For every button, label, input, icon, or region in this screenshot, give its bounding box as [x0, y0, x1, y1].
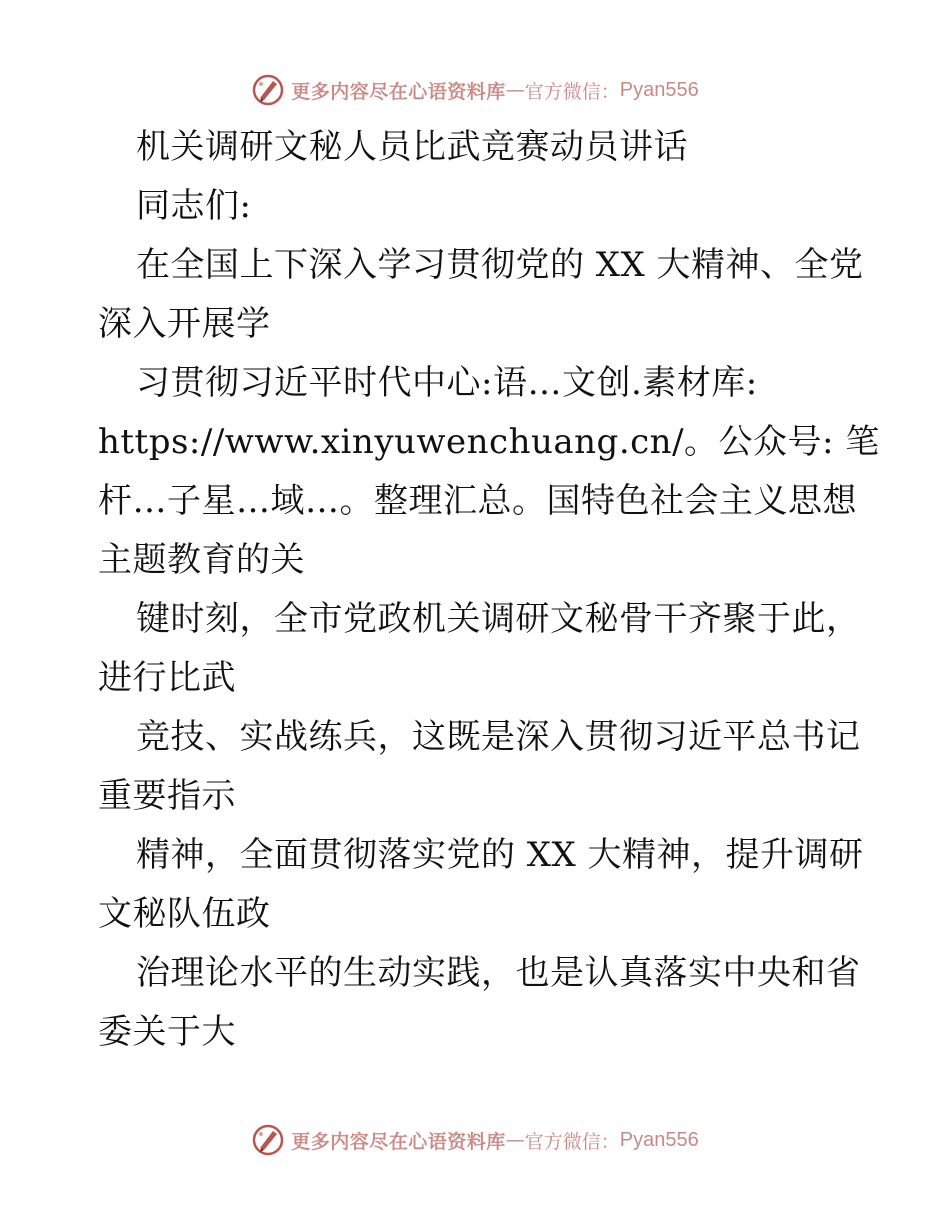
banner-dash: — — [505, 79, 525, 101]
text-line: 杆…子星…域…。整理汇总。国特色社会主义思想 — [98, 481, 857, 521]
banner-brand-text: 更多内容尽在心语资料库 — [291, 1130, 506, 1153]
text-line: 主题教育的关 — [98, 540, 305, 580]
text-line: 委关于大 — [98, 1012, 236, 1052]
header-banner — [0, 68, 950, 112]
text-line: https://www.xinyuwenchuang.cn/。公众号: 笔 — [98, 422, 880, 462]
text-line: 深入开展学 — [98, 304, 271, 344]
document-title: 机关调研文秘人员比武竞赛动员讲话 — [136, 127, 688, 167]
banner-dash: — — [505, 1129, 525, 1151]
text-line: 竞技、实战练兵，这既是深入贯彻习近平总书记 — [136, 717, 861, 757]
banner-wechat-label: 官方微信： — [524, 1130, 620, 1153]
text-line: 习贯彻习近平时代中心:语…文创.素材库: — [136, 363, 758, 403]
banner-wechat-label: 官方微信： — [524, 80, 620, 103]
document-body — [98, 118, 880, 1062]
quill-logo-icon — [251, 73, 285, 107]
text-line: 文秘队伍政 — [98, 894, 271, 934]
text-line: 键时刻，全市党政机关调研文秘骨干齐聚于此， — [136, 599, 861, 639]
quill-logo-icon — [251, 1123, 285, 1157]
banner-wechat-id: Pyan556 — [619, 78, 699, 101]
banner-wechat-id: Pyan556 — [619, 1128, 699, 1151]
text-line: 精神，全面贯彻落实党的 XX 大精神，提升调研 — [136, 835, 864, 875]
text-line: 重要指示 — [98, 776, 236, 816]
text-line: 治理论水平的生动实践，也是认真落实中央和省 — [136, 953, 861, 993]
footer-banner — [0, 1118, 950, 1162]
text-line: 进行比武 — [98, 658, 236, 698]
banner-brand-text: 更多内容尽在心语资料库 — [291, 80, 506, 103]
text-line: 在全国上下深入学习贯彻党的 XX 大精神、全党 — [136, 245, 864, 285]
text-line: 同志们: — [136, 186, 252, 226]
